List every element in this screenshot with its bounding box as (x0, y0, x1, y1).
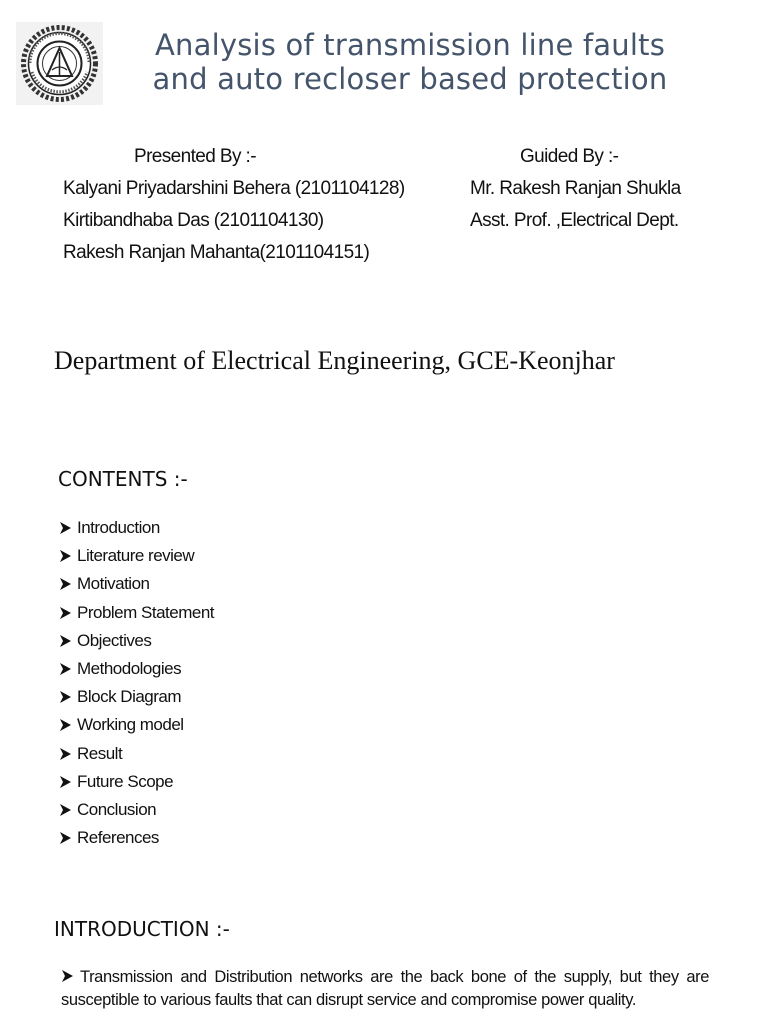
arrowhead-bullet-icon (59, 718, 72, 732)
contents-item (59, 655, 214, 683)
guide-designation: Asst. Prof. ,Electrical Dept. (470, 210, 679, 231)
contents-item (59, 768, 214, 796)
department-name: Department of Electrical Engineering, GCE-Keonjhar (54, 346, 615, 375)
presenter-3: Rakesh Ranjan Mahanta(2101104151) (63, 242, 370, 263)
contents-item (59, 542, 214, 570)
introduction-text: Transmission and Distribution networks are the back bone of the supply, but they are susceptible to various faults that can disrupt service and compromise power quality. (61, 968, 709, 1009)
contents-item-label: Result (77, 743, 123, 763)
contents-item-label: Conclusion (77, 799, 157, 819)
presenter-2: Kirtibandhaba Das (2101104130) (63, 210, 324, 231)
contents-item-label: Methodologies (77, 659, 182, 679)
contents-list (59, 514, 214, 852)
college-logo (16, 22, 103, 105)
contents-item (59, 711, 214, 739)
presented-by-heading: Presented By :- (134, 146, 256, 167)
arrowhead-bullet-icon (59, 577, 72, 591)
contents-item-label: Motivation (77, 574, 150, 594)
arrowhead-bullet-icon (59, 831, 72, 845)
guide-name: Mr. Rakesh Ranjan Shukla (470, 178, 681, 199)
arrowhead-bullet-icon (59, 521, 72, 535)
arrowhead-bullet-icon (59, 662, 72, 676)
contents-item (59, 683, 214, 711)
arrowhead-bullet-icon (59, 690, 72, 704)
contents-item (59, 796, 214, 824)
arrowhead-bullet-icon (59, 747, 72, 761)
guided-by-heading: Guided By :- (520, 146, 619, 167)
contents-item (59, 627, 214, 655)
contents-item (59, 514, 214, 542)
contents-item-label: Block Diagram (77, 687, 182, 707)
arrowhead-bullet-icon (59, 803, 72, 817)
contents-item-label: Working model (77, 715, 184, 735)
introduction-heading: INTRODUCTION :- (54, 917, 230, 941)
contents-item-label: Literature review (77, 546, 195, 566)
contents-item-label: References (77, 828, 159, 848)
contents-item (59, 570, 214, 598)
contents-item-label: Objectives (77, 630, 152, 650)
contents-item-label: Future Scope (77, 771, 174, 791)
contents-item (59, 740, 214, 768)
introduction-paragraph (61, 966, 709, 1012)
presentation-title (110, 28, 710, 96)
arrowhead-bullet-icon (59, 775, 72, 789)
contents-item (59, 824, 214, 852)
contents-item (59, 599, 214, 627)
contents-heading: CONTENTS :- (58, 467, 188, 491)
contents-item-label: Introduction (77, 518, 160, 538)
arrowhead-bullet-icon (59, 634, 72, 648)
arrowhead-bullet-icon (59, 606, 72, 620)
arrowhead-bullet-icon (59, 549, 72, 563)
contents-item-label: Problem Statement (77, 602, 215, 622)
arrowhead-bullet-icon (61, 969, 74, 983)
title-line-2: and auto recloser based protection (152, 62, 668, 96)
title-line-1: Analysis of transmission line faults (155, 28, 665, 62)
presenter-1: Kalyani Priyadarshini Behera (2101104128) (63, 178, 405, 199)
